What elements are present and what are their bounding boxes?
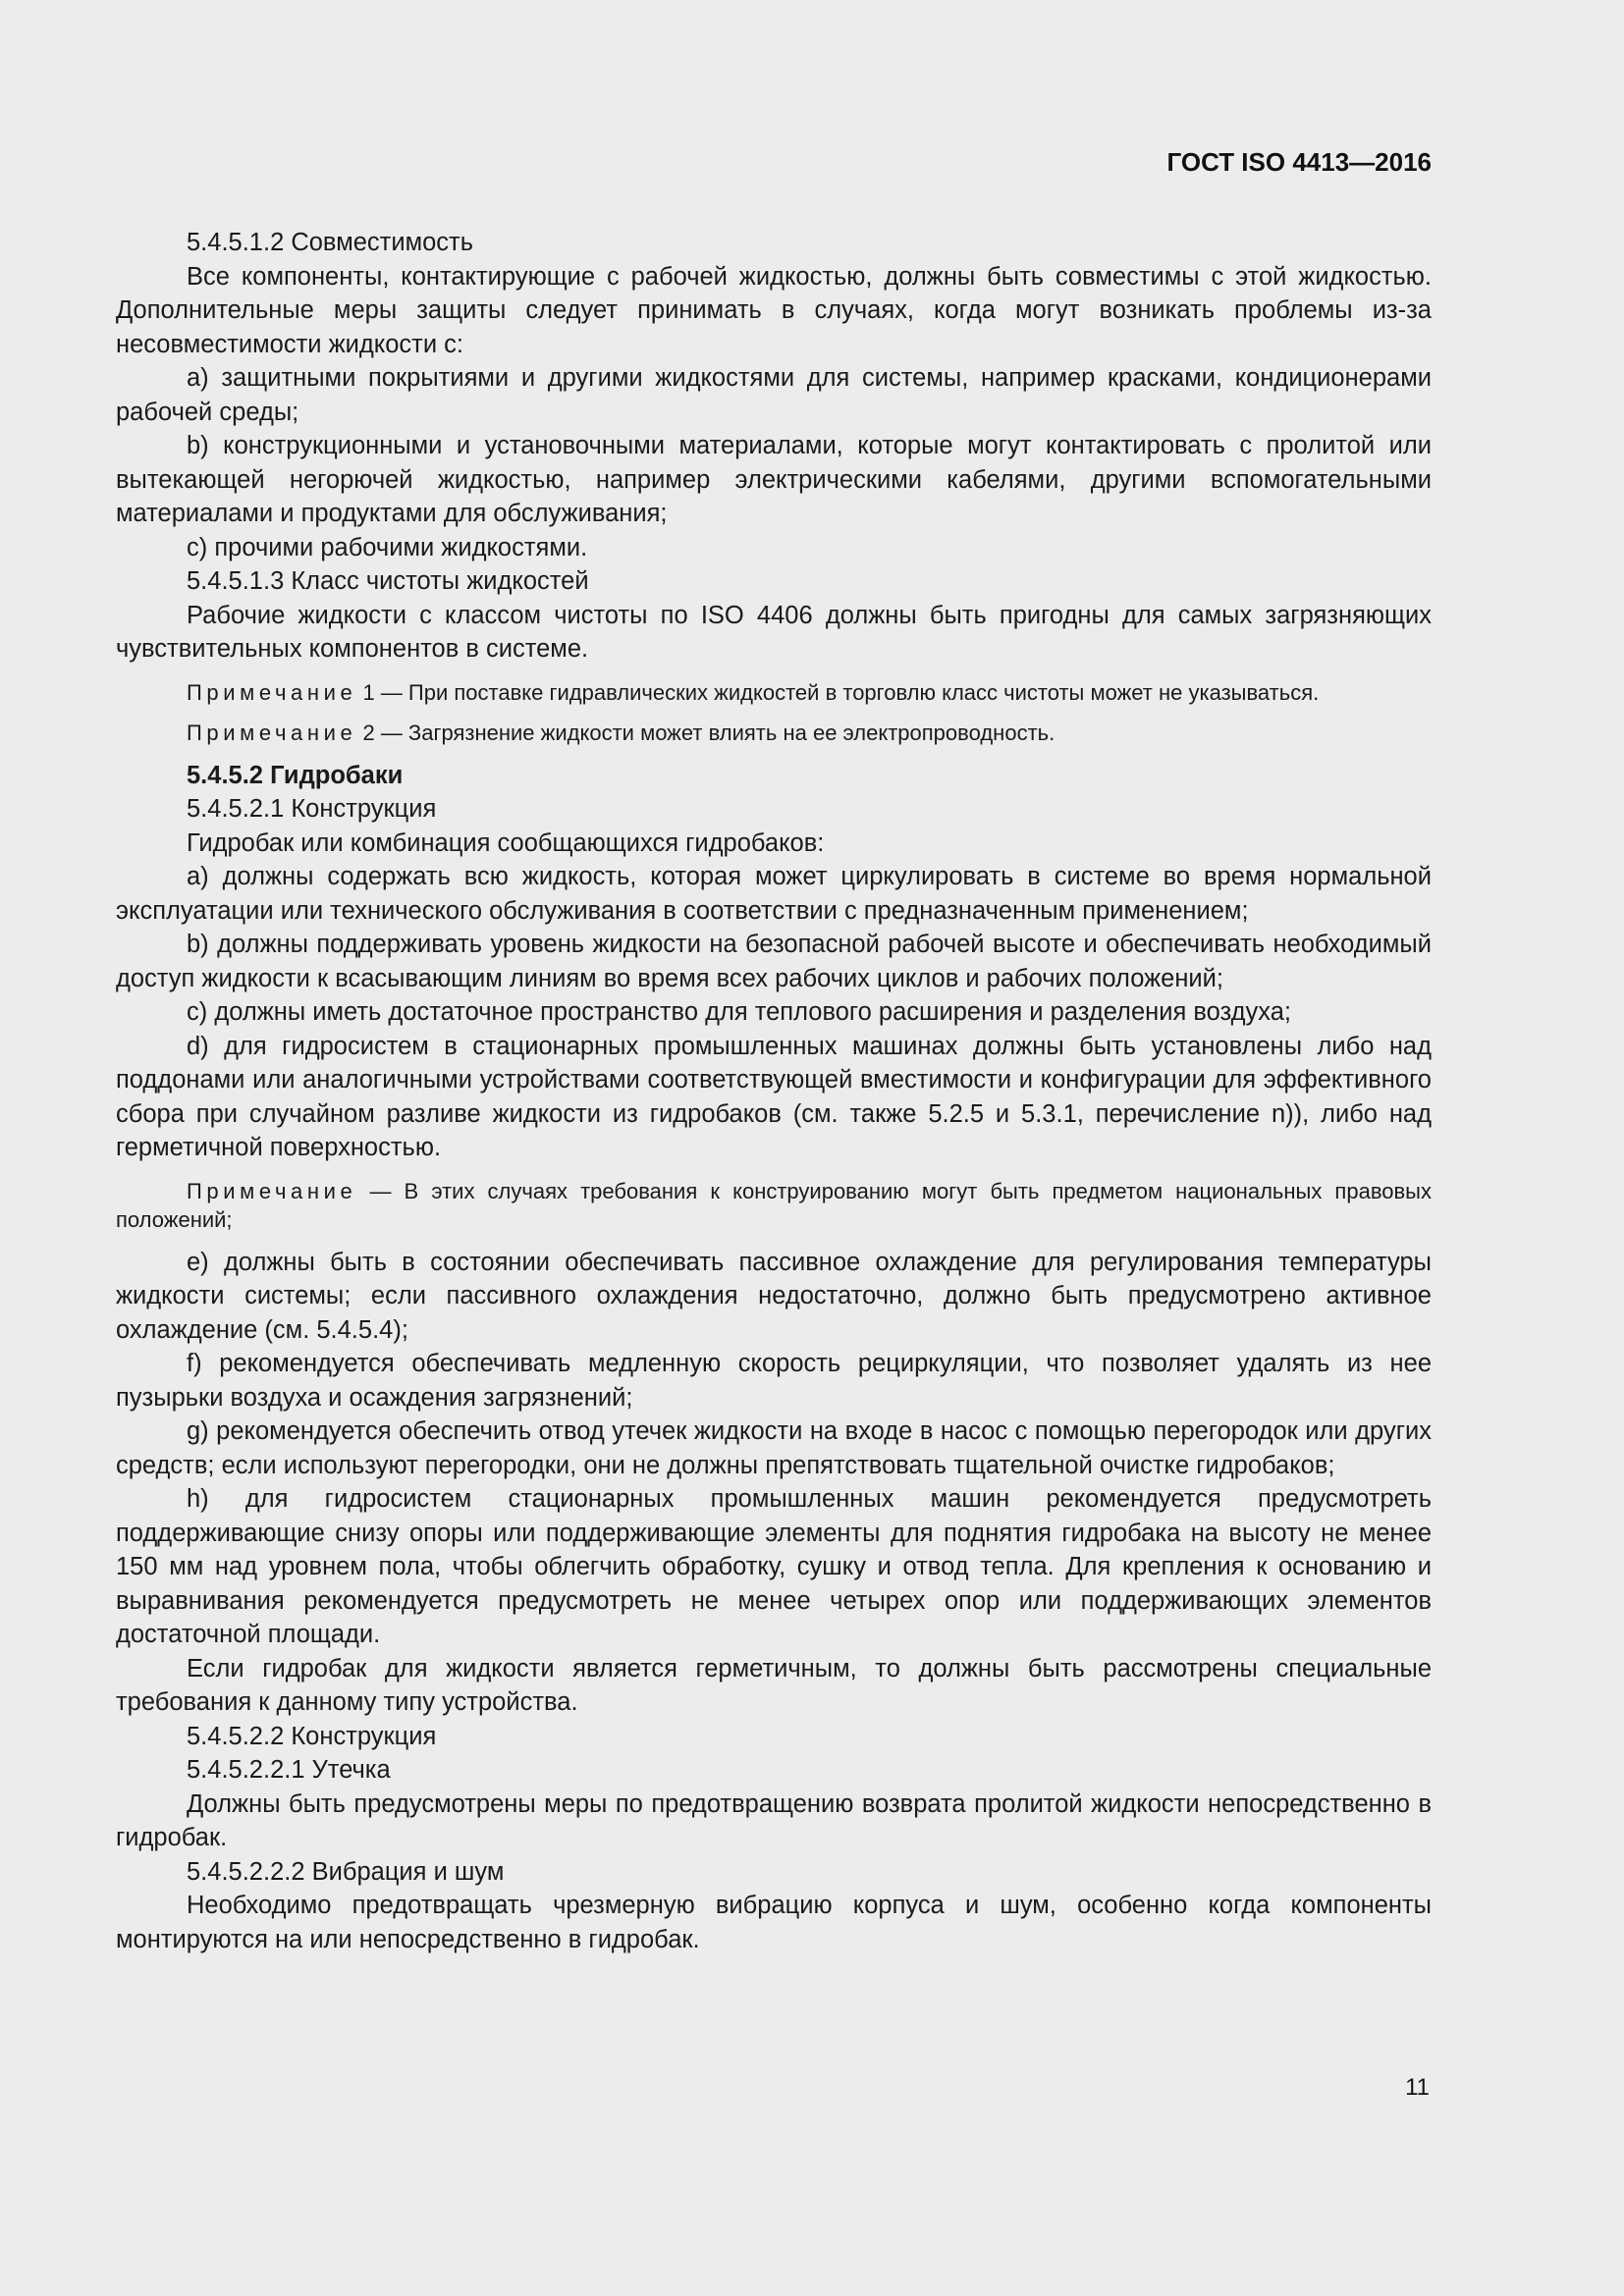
list-item: a) защитными покрытиями и другими жидкостями для системы, например красками, кондиционерами рабочей среды; [116, 364, 1432, 426]
paragraph: Все компоненты, контактирующие с рабочей жидкостью, должны быть совместимы с этой жидкостью. Дополнительные меры защиты следует принимать в случаях, когда могут возникать проблемы из-за несовместимости жидкости с: [116, 262, 1432, 358]
section-heading: 5.4.5.2.2 Конструкция [187, 1722, 437, 1750]
section-heading: 5.4.5.2.2.1 Утечка [187, 1756, 391, 1784]
list-item: c) должны иметь достаточное пространство для теплового расширения и разделения воздуха; [187, 998, 1291, 1026]
list-item: a) должны содержать всю жидкость, которая может циркулировать в системе во время нормальной эксплуатации или технического обслуживания в соответствии с предназначенным применением; [116, 863, 1432, 925]
note [116, 1177, 1432, 1234]
section-heading: 5.4.5.2.1 Конструкция [187, 795, 437, 823]
list-item: c) прочими рабочими жидкостями. [187, 533, 588, 561]
section-heading: 5.4.5.2.2.2 Вибрация и шум [187, 1857, 505, 1886]
note [116, 678, 1432, 707]
document-body [116, 226, 1432, 1956]
note-text: 2 — Загрязнение жидкости может влиять на ее электропроводность. [362, 720, 1056, 745]
note-text: — В этих случаях требования к конструированию могут быть предметом национальных правовых положений; [116, 1178, 1432, 1232]
note [116, 719, 1432, 747]
list-item: d) для гидросистем в стационарных промышленных машинах должны быть установлены либо над поддонами или аналогичными устройствами соответствующей вместимости и конфигурации для эффективного сбора при случайном разливе жидкости из гидробаков (см. также 5.2.5 и 5.3.1, перечисление n)), либо над герметичной поверхностью. [116, 1032, 1432, 1161]
page-number: 11 [1405, 2074, 1430, 2101]
section-heading: 5.4.5.2 Гидробаки [187, 761, 404, 789]
list-item: e) должны быть в состоянии обеспечивать пассивное охлаждение для регулирования температуры жидкости системы; если пассивного охлаждения недостаточно, должно быть предусмотрено активное охлаждение (см. 5.4.5.4); [116, 1248, 1432, 1344]
section-heading: 5.4.5.1.2 Совместимость [187, 229, 474, 256]
list-item: b) конструкционными и установочными материалами, которые могут контактировать с пролитой или вытекающей негорючей жидкостью, например электрическими кабелями, другими вспомогательными материалами и продуктами для обслуживания; [116, 432, 1432, 527]
note-text: 1 — При поставке гидравлических жидкостей в торговлю класс чистоты может не указываться. [362, 679, 1320, 705]
paragraph: Гидробак или комбинация сообщающихся гидробаков: [187, 828, 825, 857]
section-heading: 5.4.5.1.3 Класс чистоты жидкостей [187, 567, 589, 595]
paragraph: Если гидробак для жидкости является герметичным, то должны быть рассмотрены специальные требования к данному типу устройства. [116, 1654, 1432, 1716]
paragraph: Необходимо предотвращать чрезмерную вибрацию корпуса и шум, особенно когда компоненты монтируются на или непосредственно в гидробак. [116, 1892, 1432, 1953]
list-item: h) для гидросистем стационарных промышленных машин рекомендуется предусмотреть поддерживающие снизу опоры или поддерживающие элементы для поднятия гидробака на высоту не менее 150 мм над уровнем пола, чтобы облегчить обработку, сушку и отвод тепла. Для крепления к основанию и выравнивания рекомендуется предусмотреть не менее четырех опор или поддерживающих элементов достаточной площади. [116, 1485, 1432, 1648]
list-item: f) рекомендуется обеспечивать медленную скорость рециркуляции, что позволяет удалять из нее пузырьки воздуха и осаждения загрязнений; [116, 1350, 1432, 1412]
note-label: Примечание [187, 679, 357, 705]
list-item: b) должны поддерживать уровень жидкости на безопасной рабочей высоте и обеспечивать необходимый доступ жидкости к всасывающим линиям во время всех рабочих циклов и рабочих положений; [116, 931, 1432, 992]
paragraph: Рабочие жидкости с классом чистоты по ISO 4406 должны быть пригодны для самых загрязняющих чувствительных компонентов в системе. [116, 601, 1432, 663]
paragraph: Должны быть предусмотрены меры по предотвращению возврата пролитой жидкости непосредственно в гидробак. [116, 1789, 1432, 1851]
list-item: g) рекомендуется обеспечить отвод утечек жидкости на входе в насос с помощью перегородок или других средств; если используют перегородки, они не должны препятствовать тщательной очистке гидробаков; [116, 1417, 1432, 1479]
note-label: Примечание [187, 720, 357, 745]
note-label: Примечание [187, 1178, 357, 1203]
document-header: ГОСТ ISO 4413—2016 [1166, 147, 1432, 177]
